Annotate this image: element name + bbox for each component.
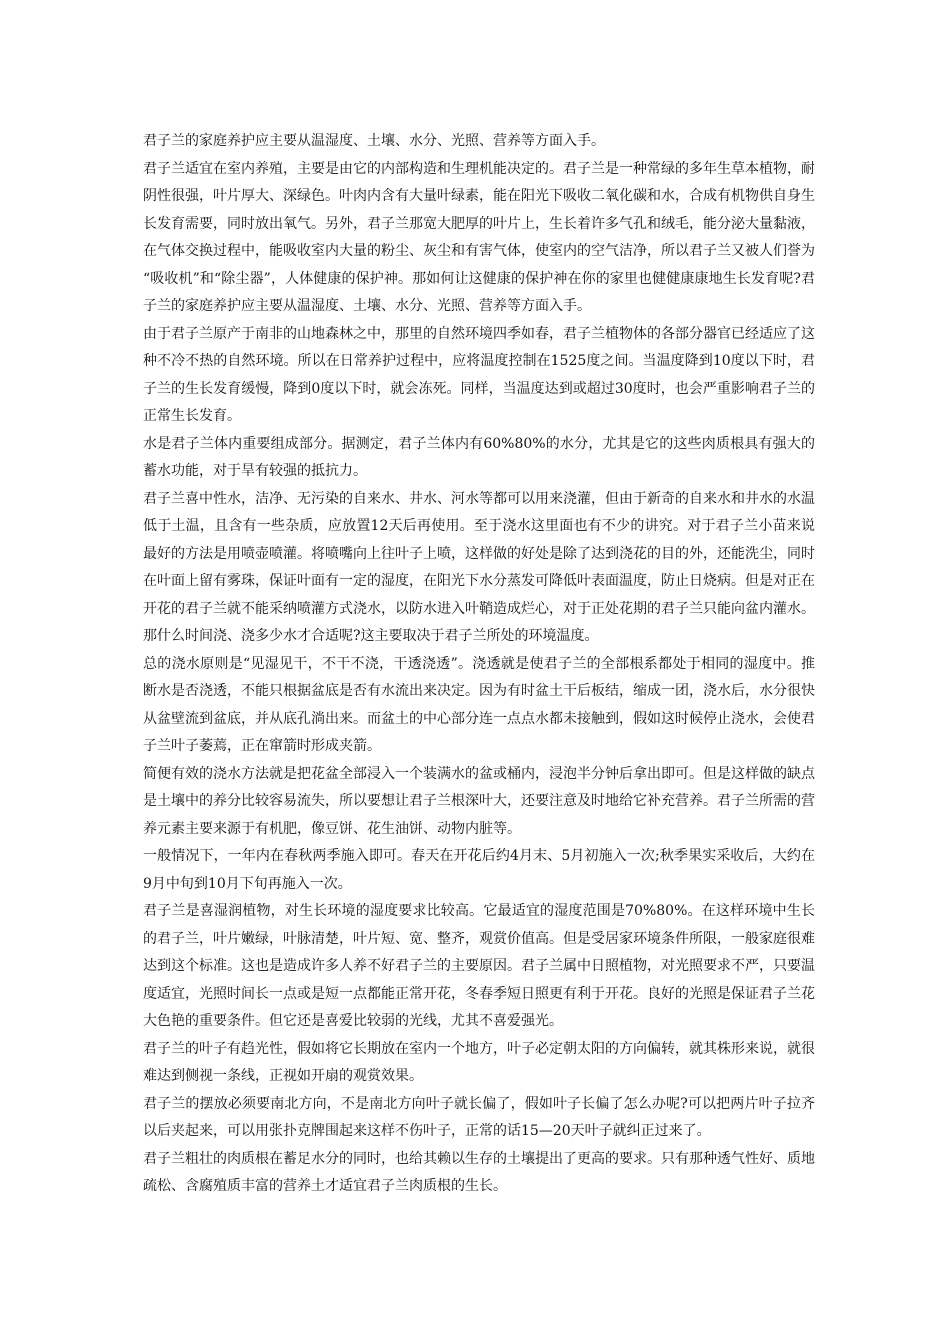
- paragraph-intro: 君子兰的家庭养护应主要从温湿度、土壤、水分、光照、营养等方面入手。: [143, 133, 605, 149]
- paragraph-indoor-cultivation: 君子兰适宜在室内养殖，主要是由它的内部构造和生理机能决定的。君子兰是一种常绿的多年生草本植物，耐阴性很强，叶片厚大、深绿色。叶肉内含有大量叶绿素，能在阳光下吸收二氧化碳和水，合成有机物供自身生长发育需要，同时放出氧气。另外，君子兰那宽大肥厚的叶片上，生长着许多气孔和绒毛，能分泌大量黏液，在气体交换过程中，能吸收室内大量的粉尘、灰尘和有害气体，使室内的空气洁净，所以君子兰又被人们誉为“吸收机”和“除尘器”，人体健康的保护神。那如何让这健康的保护神在你的家里也健健康康地生长发育呢?君子兰的家庭养护应主要从温湿度、土壤、水分、光照、营养等方面入手。: [143, 160, 815, 314]
- paragraph-watering-principle: 总的浇水原则是“见湿见干，不干不浇，干透浇透”。浇透就是使君子兰的全部根系都处于相同的湿度中。推断水是否浇透，不能只根据盆底是否有水流出来决定。因为有时盆土干后板结，缩成一团，浇水后，水分很快从盆壁流到盆底，并从底孔淌出来。而盆土的中心部分连一点点水都未接触到，假如这时候停止浇水，会使君子兰叶子萎蔫，正在窜箭时形成夹箭。: [143, 655, 815, 754]
- paragraph-water-content: 水是君子兰体内重要组成部分。据测定，君子兰体内有60%80%的水分，尤其是它的这些肉质根具有强大的蓄水功能，对于旱有较强的抵抗力。: [143, 435, 815, 479]
- paragraph-soaking-method: 简便有效的浇水方法就是把花盆全部浸入一个装满水的盆或桶内，浸泡半分钟后拿出即可。但是这样做的缺点是土壤中的养分比较容易流失，所以要想让君子兰根深叶大，还要注意及时地给它补充营养。君子兰所需的营养元素主要来源于有机肥，像豆饼、花生油饼、动物内脏等。: [143, 765, 815, 837]
- paragraph-watering-method: 君子兰喜中性水，洁净、无污染的自来水、井水、河水等都可以用来浇灌，但由于新奇的自来水和井水的水温低于土温，且含有一些杂质，应放置12天后再使用。至于浇水这里面也有不少的讲究。对于君子兰小苗来说最好的方法是用喷壶喷灌。将喷嘴向上往叶子上喷，这样做的好处是除了达到浇花的目的外，还能洗尘，同时在叶面上留有雾珠，保证叶面有一定的湿度，在阳光下水分蒸发可降低叶表面温度，防止日烧病。但是对正在开花的君子兰就不能采纳喷灌方式浇水，以防水进入叶鞘造成烂心，对于正处花期的君子兰只能向盆内灌水。那什么时间浇、浇多少水才合适呢?这主要取决于君子兰所处的环境温度。: [143, 490, 815, 644]
- paragraph-orientation: 君子兰的摆放必须要南北方向，不是南北方向叶子就长偏了，假如叶子长偏了怎么办呢?可以把两片叶子拉齐以后夹起来，可以用张扑克牌围起来这样不伤叶子，正常的话15—20天叶子就纠正过来了。: [143, 1095, 815, 1139]
- document-body: [143, 128, 815, 1201]
- paragraph-phototropism: 君子兰的叶子有趋光性，假如将它长期放在室内一个地方，叶子必定朝太阳的方向偏转，就其株形来说，就很难达到侧视一条线，正视如开扇的观赏效果。: [143, 1040, 815, 1084]
- paragraph-fertilizing: 一般情况下，一年内在春秋两季施入即可。春天在开花后约4月末、5月初施入一次;秋季果实采收后，大约在9月中旬到10月下旬再施入一次。: [143, 848, 815, 892]
- paragraph-temperature: 由于君子兰原产于南非的山地森林之中，那里的自然环境四季如春，君子兰植物体的各部分器官已经适应了这种不冷不热的自然环境。所以在日常养护过程中，应将温度控制在1525度之间。当温度降到10度以下时，君子兰的生长发育缓慢，降到0度以下时，就会冻死。同样，当温度达到或超过30度时，也会严重影响君子兰的正常生长发育。: [143, 325, 815, 424]
- paragraph-soil: 君子兰粗壮的肉质根在蓄足水分的同时，也给其赖以生存的土壤提出了更高的要求。只有那种透气性好、质地疏松、含腐殖质丰富的营养土才适宜君子兰肉质根的生长。: [143, 1150, 815, 1194]
- paragraph-humidity-light: 君子兰是喜湿润植物，对生长环境的湿度要求比较高。它最适宜的湿度范围是70%80%。在这样环境中生长的君子兰，叶片嫩绿，叶脉清楚，叶片短、宽、整齐，观赏价值高。但是受居家环境条件所限，一般家庭很难达到这个标准。这也是造成许多人养不好君子兰的主要原因。君子兰属中日照植物，对光照要求不严，只要温度适宜，光照时间长一点或是短一点都能正常开花，冬春季短日照更有利于开花。良好的光照是保证君子兰花大色艳的重要条件。但它还是喜爱比较弱的光线，尤其不喜爱强光。: [143, 903, 815, 1029]
